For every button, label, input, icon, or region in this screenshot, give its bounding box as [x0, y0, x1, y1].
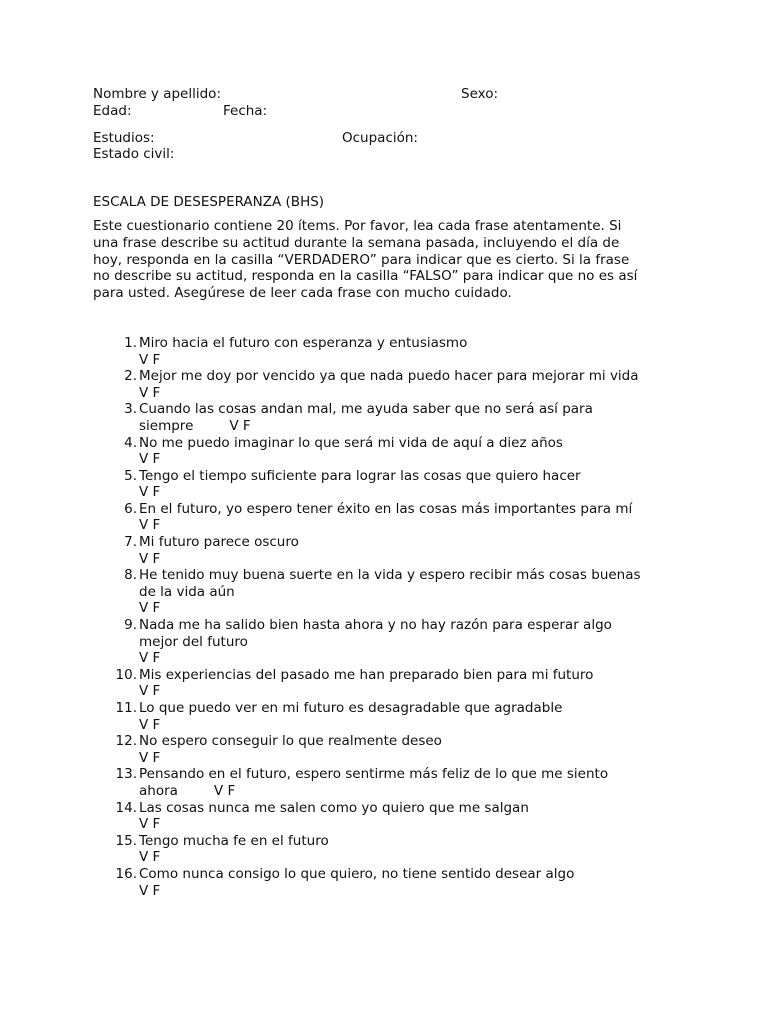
item-text: Cuando las cosas andan mal, me ayuda saber que no será así para [139, 401, 593, 418]
true-false-answer[interactable]: V F [139, 351, 161, 368]
item-text: Mi futuro parece oscuro [139, 534, 299, 551]
item-number: 12. [115, 733, 137, 750]
true-false-answer[interactable]: V F [139, 882, 161, 899]
fecha-label: Fecha: [223, 102, 268, 119]
true-false-answer[interactable]: V F [213, 782, 236, 799]
item-text-line [139, 368, 683, 385]
intro-paragraph [93, 218, 683, 301]
item-number: 8. [124, 567, 137, 584]
header-row-3 [93, 130, 683, 147]
list-item [93, 766, 683, 799]
true-false-answer[interactable]: V F [139, 484, 161, 501]
item-text: En el futuro, yo espero tener éxito en las cosas más importantes para mí [139, 500, 633, 517]
list-item [93, 667, 683, 700]
item-text: Lo que puedo ver en mi futuro es desagradable que agradable [139, 700, 563, 716]
header-row-4 [93, 146, 683, 163]
edad-label: Edad: [93, 102, 132, 119]
item-text: de la vida aún [139, 583, 235, 600]
item-number: 3. [124, 401, 137, 418]
list-item [93, 733, 683, 766]
item-text: Las cosas nunca me salen como yo quiero que me salgan [139, 799, 529, 816]
item-text-line [139, 733, 683, 750]
true-false-answer[interactable]: V F [139, 816, 161, 833]
item-number: 5. [124, 467, 137, 484]
list-item [93, 833, 683, 866]
item-text: Como nunca consigo lo que quiero, no tiene sentido desear algo [139, 865, 575, 882]
item-text-line [139, 567, 683, 584]
item-text: No me puedo imaginar lo que será mi vida de aquí a diez años [139, 434, 563, 451]
item-number: 6. [124, 500, 137, 517]
item-text-line [139, 634, 683, 651]
true-false-answer[interactable]: V F [139, 650, 161, 667]
list-item [93, 617, 683, 667]
item-text: mejor del futuro [139, 633, 248, 650]
true-false-answer[interactable]: V F [139, 683, 161, 700]
list-item [93, 401, 683, 434]
item-text: siempre [139, 417, 194, 434]
list-item [93, 468, 683, 501]
item-number: 15. [115, 832, 137, 849]
item-text-line [139, 833, 683, 850]
ocupacion-label: Ocupación: [342, 129, 418, 146]
item-text: He tenido muy buena suerte en la vida y espero recibir más cosas buenas [139, 567, 641, 584]
intro-line: para usted. Asegúrese de leer cada frase con mucho cuidado. [93, 284, 512, 301]
header-row-1 [93, 86, 683, 103]
item-text-line [139, 667, 683, 684]
list-item [93, 567, 683, 617]
estudios-label: Estudios: [93, 129, 155, 146]
item-number: 2. [124, 368, 137, 385]
true-false-answer[interactable]: V F [139, 600, 161, 617]
item-text-line [139, 534, 683, 551]
true-false-answer[interactable]: V F [139, 849, 161, 866]
true-false-answer[interactable]: V F [139, 550, 161, 567]
item-text: ahora [139, 782, 178, 799]
item-text: Tengo mucha fe en el futuro [139, 832, 329, 849]
intro-line: Este cuestionario contiene 20 ítems. Por favor, lea cada frase atentamente. Si [93, 218, 622, 235]
item-text: Tengo el tiempo suficiente para lograr las cosas que quiero hacer [139, 467, 581, 484]
intro-line: una frase describe su actitud durante la semana pasada, incluyendo el día de [93, 235, 620, 252]
intro-line: hoy, responda en la casilla “VERDADERO” para indicar que es cierto. Si la frase [93, 251, 630, 268]
list-item [93, 501, 683, 534]
header-row-2 [93, 103, 683, 120]
item-text-line [139, 501, 683, 518]
item-number: 10. [115, 666, 137, 683]
item-text: No espero conseguir lo que realmente deseo [139, 733, 442, 750]
item-text-line [139, 418, 683, 435]
estado-civil-label: Estado civil: [93, 146, 175, 163]
item-text: Nada me ha salido bien hasta ahora y no hay razón para esperar algo [139, 617, 612, 634]
item-text-line [139, 468, 683, 485]
item-text: Mejor me doy por vencido ya que nada puedo hacer para mejorar mi vida [139, 368, 639, 385]
list-item [93, 368, 683, 401]
item-number: 1. [124, 334, 137, 351]
item-text: Mis experiencias del pasado me han preparado bien para mi futuro [139, 666, 594, 683]
item-number: 16. [115, 865, 137, 882]
item-text-line [139, 766, 683, 783]
item-text-line [139, 800, 683, 817]
true-false-answer[interactable]: V F [139, 451, 161, 468]
true-false-answer[interactable]: V F [139, 384, 161, 401]
nombre-label: Nombre y apellido: [93, 86, 221, 102]
item-text: Pensando en el futuro, espero sentirme más feliz de lo que me siento [139, 766, 609, 783]
item-text-line [139, 584, 683, 601]
questionnaire-page [93, 86, 683, 899]
item-text-line [139, 866, 683, 883]
item-text-line [139, 700, 683, 717]
list-item [93, 866, 683, 899]
true-false-answer[interactable]: V F [139, 749, 161, 766]
item-number: 7. [124, 534, 137, 551]
true-false-answer[interactable]: V F [229, 417, 251, 434]
list-item [93, 534, 683, 567]
true-false-answer[interactable]: V F [139, 517, 161, 534]
item-number: 9. [124, 617, 137, 634]
intro-line: no describe su actitud, responda en la casilla “FALSO” para indicar que no es así [93, 268, 638, 285]
item-text: Miro hacia el futuro con esperanza y entusiasmo [139, 334, 468, 351]
item-list [93, 335, 683, 899]
list-item [93, 700, 683, 733]
item-text-line [139, 401, 683, 418]
item-number: 13. [115, 766, 137, 783]
item-text-line [139, 335, 683, 352]
item-number: 14. [115, 799, 137, 816]
scale-title: ESCALA DE DESESPERANZA (BHS) [93, 193, 325, 210]
item-text-line [139, 783, 683, 800]
item-number: 4. [124, 434, 137, 451]
list-item [93, 335, 683, 368]
sexo-label: Sexo: [461, 86, 499, 102]
true-false-answer[interactable]: V F [139, 716, 161, 733]
item-number: 11. [115, 700, 137, 716]
list-item [93, 800, 683, 833]
item-text-line [139, 435, 683, 452]
list-item [93, 435, 683, 468]
item-text-line [139, 617, 683, 634]
